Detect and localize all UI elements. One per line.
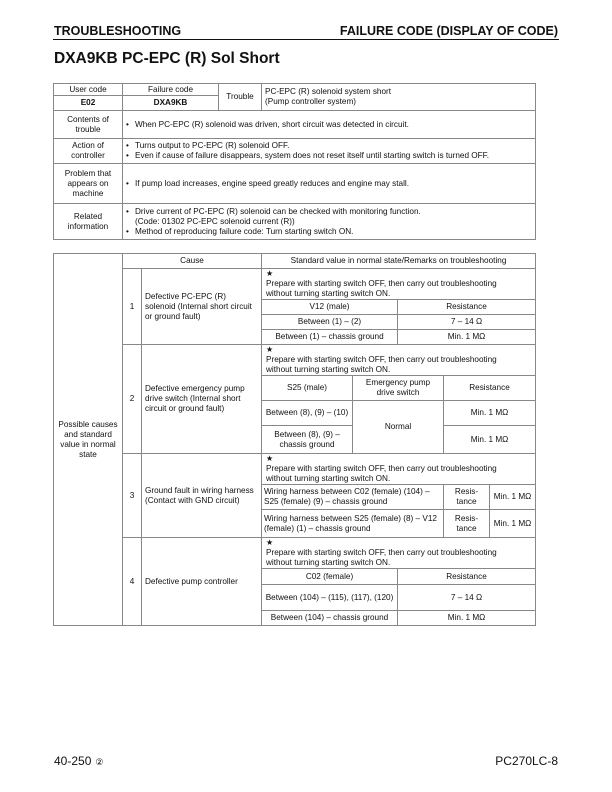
cause-description: Defective PC-EPC (R) solenoid (Internal short circuit or ground fault) <box>142 269 262 345</box>
connector-header: S25 (male) <box>262 376 353 401</box>
problem-on-machine-value: • If pump load increases, engine speed greatly reduces and engine may stall. <box>123 164 536 204</box>
info-table <box>53 83 536 240</box>
standard-value: 7 – 14 Ω <box>398 315 536 330</box>
connector-header: V12 (male) <box>262 300 398 315</box>
bullet-text: If pump load increases, engine speed greatly reduces and engine may stall. <box>135 178 409 188</box>
measure-point: Between (8), (9) – chassis ground <box>262 426 353 454</box>
measure-point: Between (8), (9) – (10) <box>262 401 353 426</box>
measure-point: Between (1) – chassis ground <box>262 330 398 345</box>
standard-value-header: Standard value in normal state/Remarks on troubleshooting <box>262 254 536 269</box>
trouble-line-1: PC-EPC (R) solenoid system short <box>265 87 392 96</box>
note-text: Prepare with starting switch OFF, then carry out troubleshooting without turning starting switch ON. <box>266 464 497 483</box>
related-information-value: • Drive current of PC-EPC (R) solenoid can be checked with monitoring function. (Code: 01302 PC-EPC solenoid current (R)) • Method of reproducing failure code: Turn starting switch ON. <box>123 204 536 240</box>
standard-value: Min. 1 MΩ <box>490 485 536 510</box>
contents-of-trouble-label: Contents of trouble <box>54 111 123 139</box>
failure-code-value: DXA9KB <box>123 96 219 111</box>
trouble-description <box>262 84 536 111</box>
cause-description: Defective pump controller <box>142 538 262 626</box>
bullet-text: Turns output to PC-EPC (R) solenoid OFF. <box>135 141 290 150</box>
star-icon: ★ <box>266 538 274 547</box>
standard-value: Min. 1 MΩ <box>444 426 536 454</box>
standard-value: Min. 1 MΩ <box>444 401 536 426</box>
standard-value: 7 – 14 Ω <box>398 585 536 611</box>
trouble-label: Trouble <box>219 84 262 111</box>
note-text: Prepare with starting switch OFF, then carry out troubleshooting without turning starting switch ON. <box>266 355 497 374</box>
problem-on-machine-label: Problem that appears on machine <box>54 164 123 204</box>
star-note <box>262 538 536 569</box>
bullet-text: Method of reproducing failure code: Turn starting switch ON. <box>135 226 354 236</box>
cause-number: 2 <box>123 345 142 454</box>
model-name: PC270LC-8 <box>495 754 558 768</box>
standard-value: Min. 1 MΩ <box>490 510 536 538</box>
standard-value: Min. 1 MΩ <box>398 330 536 345</box>
measure-point: Between (104) – (115), (117), (120) <box>262 585 398 611</box>
related-information-label: Related information <box>54 204 123 240</box>
page-number-text: 40-250 <box>54 754 92 768</box>
page-number <box>54 754 103 768</box>
harness-path: Wiring harness between S25 (female) (8) – V12 (female) (1) – chassis ground <box>262 510 444 538</box>
value-header: Resistance <box>398 300 536 315</box>
star-note <box>262 454 536 485</box>
star-icon: ★ <box>266 454 274 463</box>
header-rule <box>53 39 559 40</box>
cause-table <box>53 253 536 626</box>
subsection-header: FAILURE CODE (DISPLAY OF CODE) <box>339 24 558 38</box>
cause-header: Cause <box>123 254 262 269</box>
switch-state: Normal <box>353 401 444 454</box>
bullet-text: When PC-EPC (R) solenoid was driven, short circuit was detected in circuit. <box>135 119 409 129</box>
note-text: Prepare with starting switch OFF, then carry out troubleshooting without turning starting switch ON. <box>266 548 497 567</box>
trouble-line-2: (Pump controller system) <box>265 97 356 106</box>
cause-number: 4 <box>123 538 142 626</box>
note-text: Prepare with starting switch OFF, then carry out troubleshooting without turning starting switch ON. <box>266 279 497 298</box>
action-of-controller-value: • Turns output to PC-EPC (R) solenoid OFF. • Even if cause of failure disappears, system does not reset itself until starting switch is turned OFF. <box>123 139 536 164</box>
bullet-text: Drive current of PC-EPC (R) solenoid can be checked with monitoring function. <box>135 206 421 216</box>
cause-description: Ground fault in wiring harness (Contact with GND circuit) <box>142 454 262 538</box>
star-icon: ★ <box>266 269 274 278</box>
star-note <box>262 345 536 376</box>
user-code-value: E02 <box>54 96 123 111</box>
value-header: Resistance <box>444 376 536 401</box>
cause-number: 1 <box>123 269 142 345</box>
standard-value: Min. 1 MΩ <box>398 611 536 626</box>
possible-causes-label: Possible causes and standard value in normal state <box>54 254 123 626</box>
bullet-text: Even if cause of failure disappears, system does not reset itself until starting switch is turned OFF. <box>135 151 490 160</box>
star-icon: ★ <box>266 345 274 354</box>
section-header: TROUBLESHOOTING <box>54 24 182 38</box>
user-code-label: User code <box>54 84 123 96</box>
switch-header: Emergency pump drive switch <box>353 376 444 401</box>
harness-path: Wiring harness between C02 (female) (104) – S25 (female) (9) – chassis ground <box>262 485 444 510</box>
bullet-text: (Code: 01302 PC-EPC solenoid current (R)) <box>135 216 295 226</box>
measure-type: Resis-tance <box>444 510 490 538</box>
action-of-controller-label: Action of controller <box>54 139 123 164</box>
cause-description: Defective emergency pump drive switch (Internal short circuit or ground fault) <box>142 345 262 454</box>
contents-of-trouble-value: • When PC-EPC (R) solenoid was driven, short circuit was detected in circuit. <box>123 111 536 139</box>
measure-point: Between (104) – chassis ground <box>262 611 398 626</box>
star-note <box>262 269 536 300</box>
measure-type: Resis-tance <box>444 485 490 510</box>
page-title: DXA9KB PC-EPC (R) Sol Short <box>54 50 280 67</box>
connector-header: C02 (female) <box>262 569 398 585</box>
value-header: Resistance <box>398 569 536 585</box>
measure-point: Between (1) – (2) <box>262 315 398 330</box>
cause-number: 3 <box>123 454 142 538</box>
failure-code-label: Failure code <box>123 84 219 96</box>
revision-mark: ② <box>95 757 104 767</box>
